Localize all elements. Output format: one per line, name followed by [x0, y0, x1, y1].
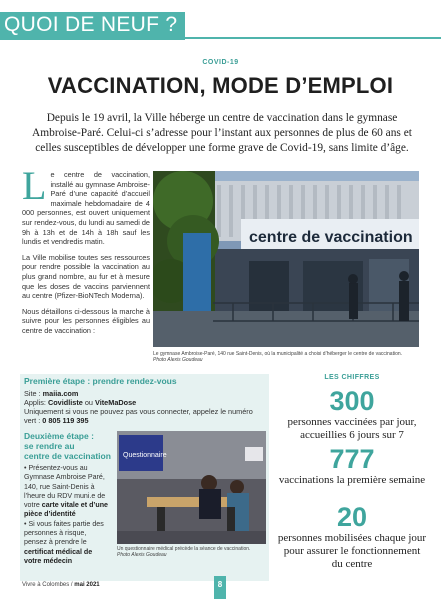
- bullet-1-bold: carte vitale et d’une pièce d’identité: [24, 501, 108, 519]
- caption-2-text: Un questionnaire médical précède la séance de vaccination.: [117, 546, 251, 552]
- phone-label: vert :: [24, 416, 43, 425]
- bullet-1-text: • Présentez-vous au Gymnase Ambroise Paré, 140, rue Saint-Denis à l’heure du RDV muni.e de votre: [24, 464, 106, 510]
- key-figures-title: LES CHIFFRES: [324, 374, 380, 381]
- caption-1-text: Le gymnase Ambroise-Paré, 140 rue Saint-Denis, où la municipalité a choisi d’héberger le centre de vaccination.: [153, 351, 403, 357]
- bullet-2-bold: certificat médical de votre médecin: [24, 547, 93, 565]
- footer-magazine: Vivre à Colombes: [22, 582, 70, 588]
- questionnaire-illustration: [117, 431, 266, 544]
- page-number: 8: [217, 580, 223, 589]
- article-lead: Depuis le 19 avril, la Ville héberge un centre de vaccination dans le gymnase Ambroise-Paré. Celui-ci s’adresse pour l’instant aux personnes de plus de 60 ans et celles susceptibles de développer une forme grave de Covid-19, sans limite d’âge.: [32, 112, 412, 154]
- article-paragraph-2: La Ville mobilise toutes ses ressources pour rendre possible la vaccination au plus grand nombre, au fur et à mesure que les doses de vaccins parviennent au centre (Pfizer-BioNTech Moderna).: [22, 252, 150, 301]
- phone-line-2: [24, 416, 89, 426]
- step-2-bullet-1: [24, 464, 110, 520]
- step-1-title: Première étape : prendre rendez-vous: [24, 376, 177, 386]
- footer-publication: [22, 582, 100, 588]
- section-header-rule: [185, 37, 441, 39]
- footer-separator: /: [69, 582, 75, 588]
- step-2-title-line-3: centre de vaccination: [24, 451, 111, 461]
- center-sign-text: centre de vaccination: [249, 229, 413, 246]
- article-headline: VACCINATION, MODE D’EMPLOI: [47, 73, 394, 98]
- footer-issue: mai 2021: [74, 582, 100, 588]
- figure-1-number: 300: [329, 386, 375, 416]
- caption-2-credit: Photo Alexis Goudeau: [117, 552, 167, 558]
- figure-2-number: 777: [329, 444, 375, 474]
- drop-cap: L: [22, 163, 47, 208]
- step-2-title-line-1: Deuxième étape :: [24, 431, 94, 441]
- bullet-2-text: • Si vous faites partie des personnes à risque, pensez à prendre le: [24, 519, 104, 547]
- apps-separator: ou: [82, 398, 95, 407]
- photo-caption-2: [117, 546, 267, 558]
- site-label: Site :: [24, 389, 43, 398]
- article-paragraph-1: [22, 163, 150, 247]
- step-2-instructions: [24, 464, 110, 566]
- vaccination-center-photo: [153, 171, 419, 347]
- figure-3-number: 20: [336, 502, 368, 532]
- step-2-bullet-2: [24, 520, 110, 566]
- questionnaire-sign-text: Questionnaire: [123, 452, 167, 459]
- figure-2-text: vaccinations la première semaine: [278, 474, 426, 486]
- figure-1-text: personnes vaccinées par jour, accueillies 6 jours sur 7: [287, 416, 417, 441]
- article-body: [22, 163, 150, 342]
- photo-caption-1: [153, 351, 421, 363]
- step-2-title: [24, 431, 111, 461]
- caption-1-credit: Photo Alexis Goudeau: [153, 357, 203, 363]
- site-link[interactable]: maiia.com: [42, 389, 79, 398]
- paragraph-1-text: e centre de vaccination, installé au gymnase Ambroise-Paré d’une capacité d’accueil maximale hebdomadaire de 4 000 personnes, est ouvert uniquement sur rendez-vous, du lundi au samedi de 9h à 13h et de 14h à 18h sauf les lundis et vendredis matin.: [22, 170, 150, 247]
- phone-number: 0 805 119 395: [42, 416, 89, 425]
- figure-3-text: personnes mobilisées chaque jour pour assurer le fonctionnement du centre: [277, 532, 427, 570]
- steps-box: [20, 374, 269, 581]
- apps-label: Applis:: [24, 398, 48, 407]
- phone-line-1: Uniquement si vous ne pouvez pas vous connecter, appelez le numéro: [24, 407, 253, 416]
- step-2-title-line-2: se rendre au: [24, 441, 75, 451]
- questionnaire-photo: [117, 431, 266, 544]
- section-header: [0, 0, 441, 40]
- article-kicker: COVID-19: [202, 59, 239, 66]
- app-vitemadose: ViteMaDose: [94, 398, 137, 407]
- vaccination-center-illustration: [153, 171, 419, 347]
- app-covidliste: Covidliste: [47, 398, 83, 407]
- section-title: QUOI DE NEUF ?: [4, 13, 178, 36]
- article-paragraph-3: Nous détaillons ci-dessous la marche à suivre pour les personnes éligibles au centre de vaccination :: [22, 306, 150, 335]
